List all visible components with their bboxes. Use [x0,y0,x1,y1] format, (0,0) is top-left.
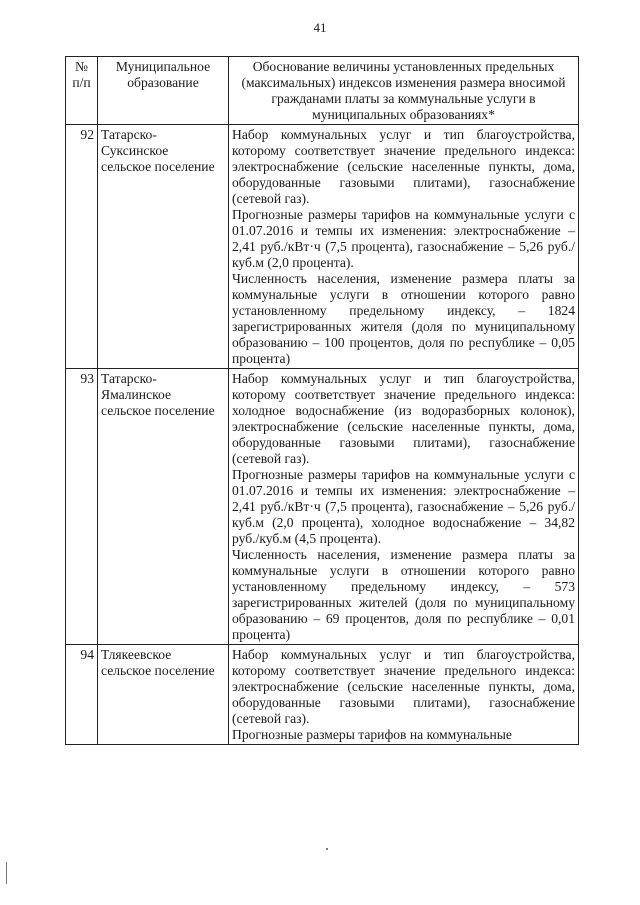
population-paragraph: Численность населения, изменение размера платы за коммунальные услуги в отношении которого равно установленному предельному индексу, – 1824 зарегистрированных жителя (доля по муниципальному образованию – 100 процентов, доля по республике – 0,05 процента) [232,271,575,366]
scan-artifact-dot [326,848,328,850]
tariffs-paragraph: Прогнозные размеры тарифов на коммунальные услуги с 01.07.2016 и темпы их изменения: электроснабжение – 2,41 руб./кВт·ч (7,5 процента), газоснабжение – 5,26 руб./куб.м (2,0 процента), холодное водоснабжение – 34,82 руб./куб.м (4,5 процента). [232,467,575,546]
justification-cell [229,125,579,369]
header-num: № п/п [66,57,98,125]
row-number: 92 [66,125,98,369]
header-municipality: Муниципальное образование [98,57,229,125]
services-paragraph: Набор коммунальных услуг и тип благоустройства, которому соответствует значение предельного индекса: электроснабжение (сельские населенные пункты, дома, оборудованные газовыми плитами), газоснабжение (сетевой газ). [232,647,575,726]
page-number: 41 [313,20,327,35]
tariff-justification-table [65,56,579,745]
municipality-name: Татарско- Ямалинское сельское поселение [98,369,229,645]
row-number: 94 [66,645,98,745]
tariffs-paragraph: Прогнозные размеры тарифов на коммунальные услуги с 01.07.2016 и темпы их изменения: электроснабжение – 2,41 руб./кВт·ч (7,5 процента), газоснабжение – 5,26 руб./куб.м (2,0 процента). [232,207,575,270]
scan-artifact-mark [6,862,7,884]
services-paragraph: Набор коммунальных услуг и тип благоустройства, которому соответствует значение предельного индекса: холодное водоснабжение (из водоразборных колонок), электроснабжение (сельские населенные пункты, дома, оборудованные газовыми плитами), газоснабжение (сетевой газ). [232,371,575,466]
justification-cell [229,645,579,745]
table-row [66,369,579,645]
population-paragraph: Численность населения, изменение размера платы за коммунальные услуги в отношении которого равно установленному предельному индексу, – 573 зарегистрированных жителей (доля по муниципальному образованию – 69 процентов, доля по республике – 0,01 процента) [232,547,575,642]
header-justification: Обоснование величины установленных предельных (максимальных) индексов изменения размера вносимой гражданами платы за коммунальные услуги в муниципальных образованиях* [229,57,579,125]
services-paragraph: Набор коммунальных услуг и тип благоустройства, которому соответствует значение предельного индекса: электроснабжение (сельские населенные пункты, дома, оборудованные газовыми плитами), газоснабжение (сетевой газ). [232,127,575,206]
row-number: 93 [66,369,98,645]
municipality-name: Татарско- Суксинское сельское поселение [98,125,229,369]
table-row [66,125,579,369]
tariffs-paragraph: Прогнозные размеры тарифов на коммунальные [232,727,512,742]
table-row [66,645,579,745]
municipality-name: Тлякеевское сельское поселение [98,645,229,745]
justification-cell [229,369,579,645]
table-header-row [66,57,579,125]
